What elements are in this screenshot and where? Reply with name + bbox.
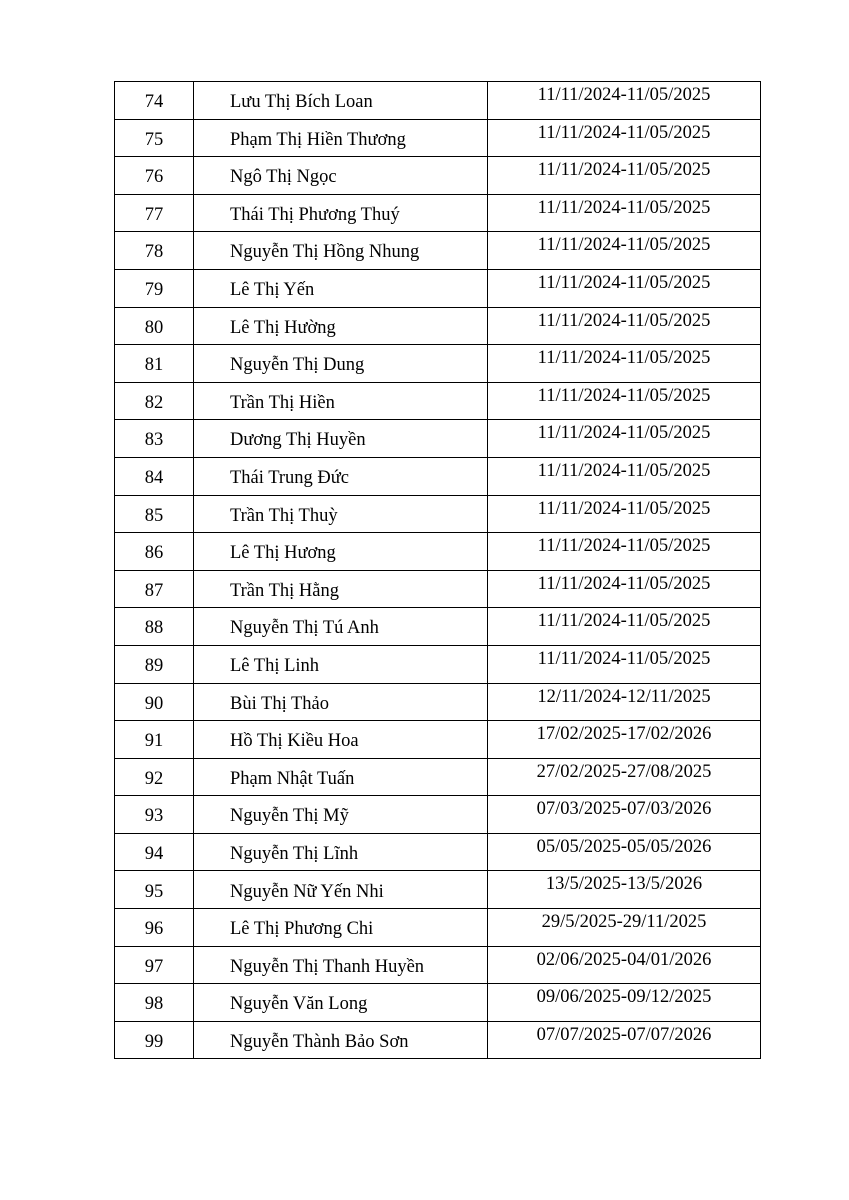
- table-row: [115, 796, 761, 834]
- date-range-cell: 17/02/2025-17/02/2026: [488, 721, 761, 759]
- person-name-cell: Lê Thị Yến: [194, 269, 488, 307]
- table-row: [115, 758, 761, 796]
- row-number-cell: 84: [115, 457, 194, 495]
- row-number-cell: 86: [115, 533, 194, 571]
- date-range-cell: 07/03/2025-07/03/2026: [488, 796, 761, 834]
- row-number-cell: 90: [115, 683, 194, 721]
- person-name-cell: Phạm Nhật Tuấn: [194, 758, 488, 796]
- person-name-cell: Trần Thị Hiền: [194, 382, 488, 420]
- row-number-cell: 85: [115, 495, 194, 533]
- date-range-cell: 11/11/2024-11/05/2025: [488, 345, 761, 383]
- person-name-cell: Lê Thị Hương: [194, 533, 488, 571]
- person-name-cell: Thái Thị Phương Thuý: [194, 194, 488, 232]
- person-name-cell: Bùi Thị Thảo: [194, 683, 488, 721]
- table-row: [115, 194, 761, 232]
- row-number-cell: 95: [115, 871, 194, 909]
- table-row: [115, 608, 761, 646]
- row-number-cell: 77: [115, 194, 194, 232]
- person-name-cell: Lưu Thị Bích Loan: [194, 82, 488, 120]
- date-range-cell: 11/11/2024-11/05/2025: [488, 119, 761, 157]
- row-number-cell: 88: [115, 608, 194, 646]
- table-row: [115, 909, 761, 947]
- table-row: [115, 645, 761, 683]
- person-name-cell: Phạm Thị Hiền Thương: [194, 119, 488, 157]
- table-row: [115, 119, 761, 157]
- table-row: [115, 307, 761, 345]
- table-row: [115, 570, 761, 608]
- date-range-cell: 11/11/2024-11/05/2025: [488, 157, 761, 195]
- row-number-cell: 91: [115, 721, 194, 759]
- person-name-cell: Trần Thị Hằng: [194, 570, 488, 608]
- table-row: [115, 269, 761, 307]
- table-row: [115, 420, 761, 458]
- date-range-cell: 29/5/2025-29/11/2025: [488, 909, 761, 947]
- date-range-cell: 11/11/2024-11/05/2025: [488, 570, 761, 608]
- row-number-cell: 92: [115, 758, 194, 796]
- table-row: [115, 721, 761, 759]
- row-number-cell: 75: [115, 119, 194, 157]
- date-range-cell: 11/11/2024-11/05/2025: [488, 82, 761, 120]
- row-number-cell: 96: [115, 909, 194, 947]
- person-name-cell: Nguyễn Thị Dung: [194, 345, 488, 383]
- date-range-cell: 05/05/2025-05/05/2026: [488, 833, 761, 871]
- date-range-cell: 11/11/2024-11/05/2025: [488, 608, 761, 646]
- row-number-cell: 82: [115, 382, 194, 420]
- row-number-cell: 79: [115, 269, 194, 307]
- person-name-cell: Lê Thị Linh: [194, 645, 488, 683]
- person-name-cell: Lê Thị Hường: [194, 307, 488, 345]
- row-number-cell: 76: [115, 157, 194, 195]
- date-range-cell: 11/11/2024-11/05/2025: [488, 645, 761, 683]
- date-range-cell: 11/11/2024-11/05/2025: [488, 533, 761, 571]
- row-number-cell: 89: [115, 645, 194, 683]
- person-name-cell: Nguyễn Thị Hồng Nhung: [194, 232, 488, 270]
- table-row: [115, 457, 761, 495]
- row-number-cell: 97: [115, 946, 194, 984]
- table-row: [115, 984, 761, 1022]
- row-number-cell: 83: [115, 420, 194, 458]
- table-row: [115, 833, 761, 871]
- date-range-cell: 11/11/2024-11/05/2025: [488, 269, 761, 307]
- date-range-cell: 13/5/2025-13/5/2026: [488, 871, 761, 909]
- date-range-cell: 11/11/2024-11/05/2025: [488, 194, 761, 232]
- date-range-cell: 27/02/2025-27/08/2025: [488, 758, 761, 796]
- table-row: [115, 871, 761, 909]
- date-range-cell: 12/11/2024-12/11/2025: [488, 683, 761, 721]
- row-number-cell: 81: [115, 345, 194, 383]
- row-number-cell: 87: [115, 570, 194, 608]
- date-range-cell: 11/11/2024-11/05/2025: [488, 232, 761, 270]
- row-number-cell: 98: [115, 984, 194, 1022]
- roster-table-body: [115, 82, 761, 1059]
- table-row: [115, 495, 761, 533]
- roster-table: [114, 81, 761, 1059]
- row-number-cell: 94: [115, 833, 194, 871]
- table-row: [115, 683, 761, 721]
- table-row: [115, 157, 761, 195]
- person-name-cell: Trần Thị Thuỳ: [194, 495, 488, 533]
- person-name-cell: Lê Thị Phương Chi: [194, 909, 488, 947]
- date-range-cell: 07/07/2025-07/07/2026: [488, 1021, 761, 1059]
- table-row: [115, 82, 761, 120]
- person-name-cell: Nguyễn Thành Bảo Sơn: [194, 1021, 488, 1059]
- date-range-cell: 09/06/2025-09/12/2025: [488, 984, 761, 1022]
- date-range-cell: 11/11/2024-11/05/2025: [488, 307, 761, 345]
- table-row: [115, 1021, 761, 1059]
- date-range-cell: 11/11/2024-11/05/2025: [488, 457, 761, 495]
- row-number-cell: 93: [115, 796, 194, 834]
- person-name-cell: Nguyễn Thị Mỹ: [194, 796, 488, 834]
- person-name-cell: Nguyễn Văn Long: [194, 984, 488, 1022]
- person-name-cell: Nguyễn Thị Tú Anh: [194, 608, 488, 646]
- date-range-cell: 11/11/2024-11/05/2025: [488, 382, 761, 420]
- person-name-cell: Nguyễn Thị Lĩnh: [194, 833, 488, 871]
- row-number-cell: 74: [115, 82, 194, 120]
- date-range-cell: 11/11/2024-11/05/2025: [488, 495, 761, 533]
- table-row: [115, 946, 761, 984]
- table-row: [115, 345, 761, 383]
- person-name-cell: Dương Thị Huyền: [194, 420, 488, 458]
- person-name-cell: Nguyễn Thị Thanh Huyền: [194, 946, 488, 984]
- date-range-cell: 02/06/2025-04/01/2026: [488, 946, 761, 984]
- row-number-cell: 99: [115, 1021, 194, 1059]
- table-row: [115, 232, 761, 270]
- date-range-cell: 11/11/2024-11/05/2025: [488, 420, 761, 458]
- row-number-cell: 78: [115, 232, 194, 270]
- person-name-cell: Thái Trung Đức: [194, 457, 488, 495]
- person-name-cell: Hồ Thị Kiều Hoa: [194, 721, 488, 759]
- person-name-cell: Ngô Thị Ngọc: [194, 157, 488, 195]
- person-name-cell: Nguyễn Nữ Yến Nhi: [194, 871, 488, 909]
- table-row: [115, 533, 761, 571]
- table-row: [115, 382, 761, 420]
- row-number-cell: 80: [115, 307, 194, 345]
